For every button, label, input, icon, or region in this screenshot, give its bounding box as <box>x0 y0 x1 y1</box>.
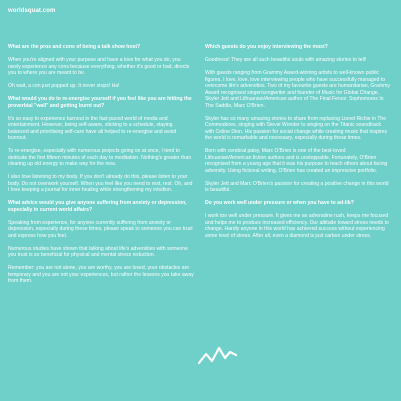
answer-text: When you're aligned with your purpose and have a love for what you do, you rarely experience any cons because everything, whether it's good or bad, directs you to where you are meant to be. <box>8 57 190 76</box>
question-text: What advice would you give anyone suffering from anxiety or depression, especially in current world affairs? <box>8 200 187 213</box>
zigzag-squiggle-icon <box>198 344 238 366</box>
answer-text: Oh wait, a con just popped up. It never stops! Ha! <box>8 83 120 89</box>
left-column <box>8 44 194 291</box>
question-text: What would you do to re-energise yourself if you feel like you are hitting the proverbial "wall" and getting burnt out? <box>8 96 192 109</box>
question-text: Do you work well under pressure or when you have to ad-lib? <box>205 200 354 206</box>
answer-text: Speaking from experience, for anyone currently suffering from anxiety or depression, especially during these times, please speak to someone you can trust and express how you feel. <box>8 219 193 239</box>
answer-text: Skyler has so many amazing stories to share from replacing Lionel Richie in The Commodores, singing with Stevie Wonder to singing on the Titanic soundtrack with Celine Dion. His passion for social change while creating music that inspires the world is remarkable and necessary, especially during these times. <box>205 115 388 141</box>
question-text: What are the pros and cons of being a talk show host? <box>8 44 141 50</box>
answer-text: It's so easy to experience burnout in the fast-paced world of media and entertainment. However, being self-aware, sticking to a schedule, staying balanced and prioritising self-care have all helped to re-energise and avoid burnout. <box>8 115 177 141</box>
answer-text: I also love listening to my body. If you don't already do this, please listen to your body. Do not overwork yourself. When you feel like you need to rest, rest. Oh, and I love keeping a journal for inner healing while strengthening my intuition. <box>8 174 193 193</box>
answer-text: Goodness! They are all such beautiful souls with amazing stories to tell! <box>205 57 367 63</box>
answer-text: Remember: you are not alone, you are worthy, you are loved, your obstacles are temporary and you are not your experiences, but rather the lessons you take away from them. <box>8 265 194 284</box>
site-name: worldsquat.com <box>8 8 56 14</box>
right-column <box>205 44 391 246</box>
answer-text: Born with cerebral palsy, Marc O'Brien is one of the best-loved Lithuanian/American fiction authors and is unstoppable. Fortunately, O'Brien recognised from a young age that it was his purpose to teach others about facing adversity. Using fictional writing, O'Brien has created an impressive portfolio. <box>205 148 388 174</box>
question-text: Which guests do you enjoy interviewing the most? <box>205 44 328 50</box>
answer-text: Skyler Jett and Marc O'Brien's passion for creating a positive change in this world is beautiful. <box>205 180 389 193</box>
answer-text: I work too well under pressure. It gives me an adrenaline rush, keeps me focused and helps me to produce increased efficiency. Our attitude toward stress needs to change. Hardly anyone in this world has achieved success without experiencing some level of stress. After all, even a diamond is just carbon under stress. <box>205 213 389 239</box>
answer-text: With guests ranging from Grammy Award-winning artists to well-known public figures, I love, love, love interviewing people who have successfully managed to overcome life's adversities. Two of my favourite guests are humanitarian, Grammy Award recognised singer/songwriter and founder of Music for Global Change, Skyler Jett and Lithuanian/American author of The Final Fence: Sophomores In The Saddle, Marc O'Brien. <box>205 70 390 109</box>
answer-text: To re-energise, especially with numerous projects going on at once, I tend to dedicate the first fifteen minutes of each day to meditation. Nothing's greater than clearing up old energy to make way for the new. <box>8 148 192 167</box>
answer-text: Numerous studies have shown that talking about life's adversities with someone you trust is so beneficial for physical and mental stress reduction. <box>8 245 188 258</box>
